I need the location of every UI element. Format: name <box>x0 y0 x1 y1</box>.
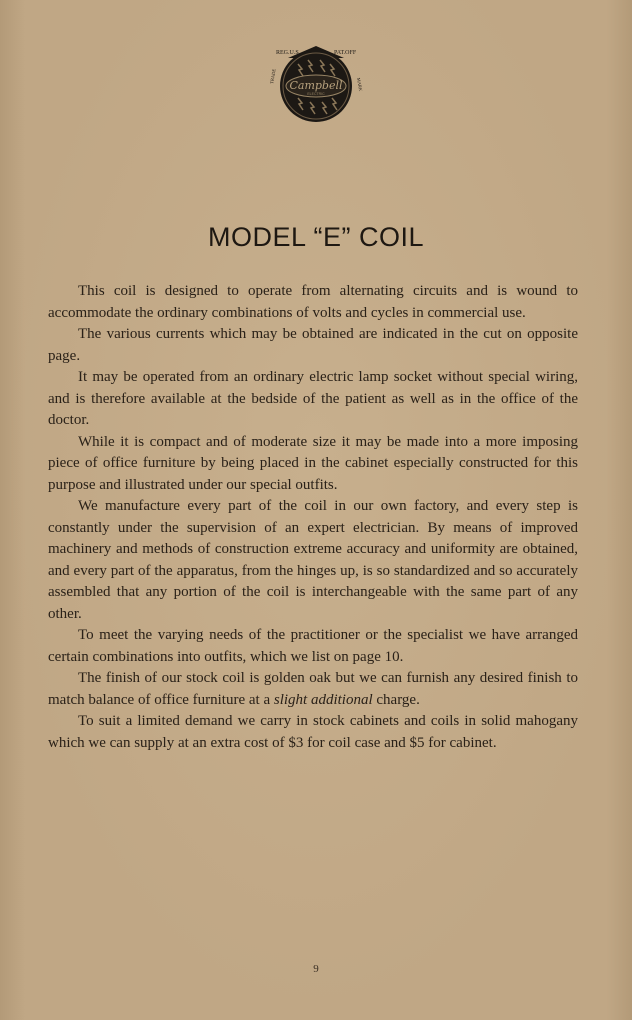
page-number: 9 <box>313 963 319 975</box>
campbell-trademark-logo <box>268 44 364 126</box>
paragraph-7-italic: slight additional <box>273 691 373 708</box>
logo-sub-text: ELECTRIC <box>307 92 325 96</box>
trademark-seal-icon <box>268 44 364 126</box>
paragraph-6: To meet the varying needs of the practitioner or the specialist we have arranged certain combinations into outfits, which we list on page 10. <box>48 627 578 665</box>
paragraph-3: It may be operated from an ordinary electric lamp socket without special wiring, and is therefore available at the bedside of the patient as well as in the office of the doctor. <box>48 369 578 428</box>
body-text <box>48 281 578 754</box>
paragraph-2: The various currents which may be obtained are indicated in the cut on opposite page. <box>48 326 578 364</box>
paragraph-4: While it is compact and of moderate size it may be made into a more imposing piece of office furniture by being placed in the cabinet especially constructed for this purpose and illustrated under our special outfits. <box>48 433 578 493</box>
logo-side-left-text: TRADE <box>269 68 277 85</box>
logo-top-left-text: REG.U.S. <box>276 50 301 56</box>
logo-brand-text: Campbell <box>289 79 343 92</box>
paragraph-1: This coil is designed to operate from alternating circuits and is wound to accommodate the ordinary combinations of volts and cycles in commercial use. <box>48 283 578 321</box>
logo-side-right-text: MARK <box>356 77 364 92</box>
paragraph-7-start: The finish of our stock coil is golden oak but we can furnish any desired finish to match balance of office furniture at a <box>48 670 578 708</box>
paragraph-7 <box>48 668 578 711</box>
paragraph-5: We manufacture every part of the coil in our own factory, and every step is constantly under the supervision of an expert electrician. By means of improved machinery and methods of construction extreme accuracy and uniformity are obtained, and every part of the apparatus, from the hinges up, is so standardized and so accurately assembled that any portion of the coil is interchangeable with the same part of any other. <box>48 498 578 622</box>
logo-top-right-text: PAT.OFF <box>334 50 357 56</box>
paragraph-8: To suit a limited demand we carry in stock cabinets and coils in solid mahogany which we can supply at an extra cost of $3 for coil case and $5 for cabinet. <box>48 713 578 751</box>
paragraph-7-end: charge. <box>372 691 420 708</box>
page-title: MODEL “E” COIL <box>207 222 425 252</box>
